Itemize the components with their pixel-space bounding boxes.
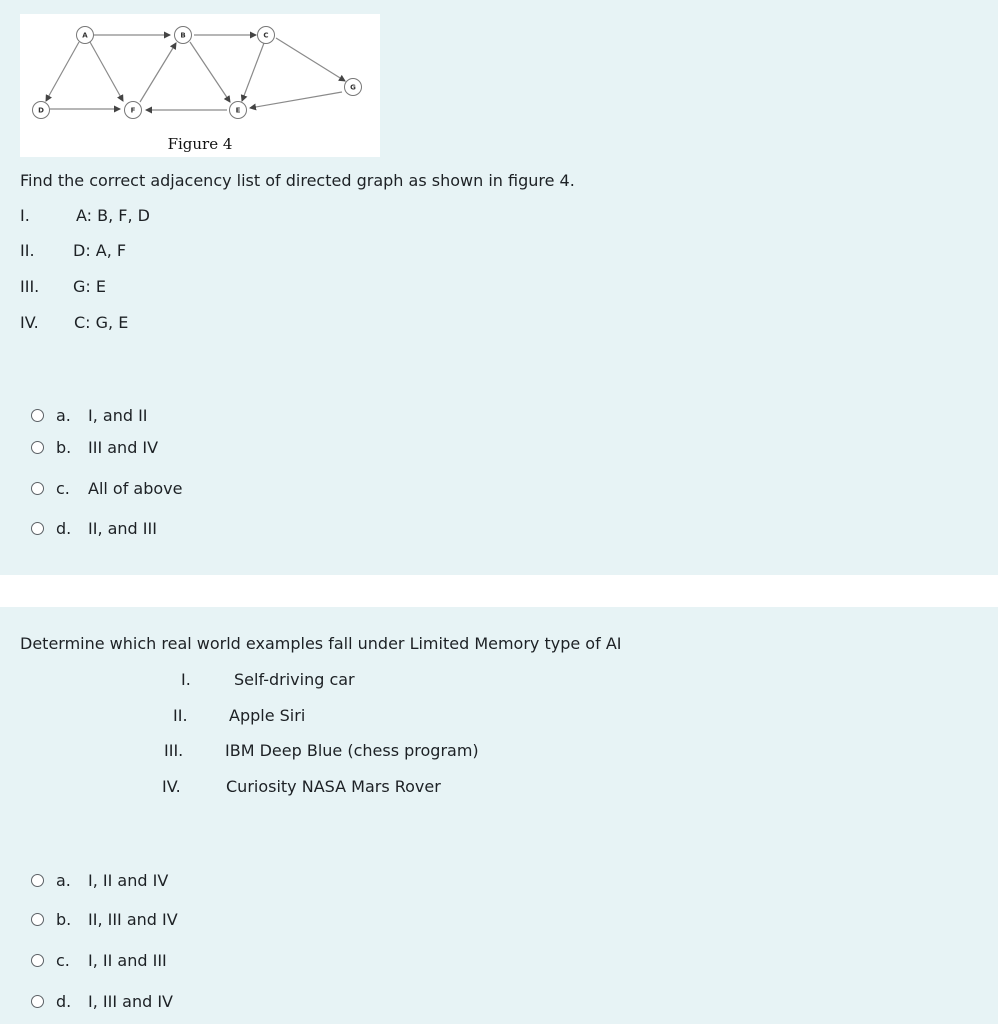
option-label[interactable]: I, III and IV	[88, 992, 173, 1011]
radio-button[interactable]	[31, 954, 44, 967]
statement-text: C: G, E	[74, 313, 129, 332]
statement-text: Self-driving car	[234, 670, 355, 689]
statement-numeral: IV.	[162, 777, 181, 796]
option-label[interactable]: II, III and IV	[88, 910, 178, 929]
radio-button[interactable]	[31, 482, 44, 495]
statement-text: D: A, F	[73, 241, 127, 260]
statement-text: A: B, F, D	[76, 206, 150, 225]
option-label[interactable]: I, and II	[88, 406, 148, 425]
statement-numeral: II.	[173, 706, 188, 725]
option-letter: d.	[56, 519, 72, 538]
statement-text: Curiosity NASA Mars Rover	[226, 777, 441, 796]
node-f-label: F	[130, 106, 136, 115]
edge-a-f	[90, 42, 123, 101]
edge-a-d	[46, 42, 79, 101]
edge-g-e	[250, 92, 342, 108]
option-letter: c.	[56, 951, 70, 970]
node-e-label: E	[235, 106, 241, 115]
edge-b-e	[190, 42, 230, 102]
radio-button[interactable]	[31, 522, 44, 535]
option-label[interactable]: III and IV	[88, 438, 159, 457]
option-letter: c.	[56, 479, 70, 498]
radio-button[interactable]	[31, 913, 44, 926]
statement-numeral: II.	[20, 241, 35, 260]
option-letter: a.	[56, 406, 71, 425]
node-c-label: C	[263, 31, 269, 40]
statement-numeral: IV.	[20, 313, 39, 332]
option-label[interactable]: II, and III	[88, 519, 157, 538]
question-2-panel	[0, 607, 998, 1024]
radio-button[interactable]	[31, 409, 44, 422]
option-label[interactable]: All of above	[88, 479, 183, 498]
radio-button[interactable]	[31, 441, 44, 454]
option-letter: b.	[56, 438, 72, 457]
question-1-prompt: Find the correct adjacency list of directed graph as shown in figure 4.	[20, 171, 575, 190]
question-2-prompt: Determine which real world examples fall under Limited Memory type of AI	[20, 634, 622, 653]
edge-c-e	[242, 43, 264, 101]
statement-numeral: III.	[20, 277, 40, 296]
node-g-label: G	[350, 83, 356, 92]
radio-button[interactable]	[31, 874, 44, 887]
statement-text: Apple Siri	[229, 706, 306, 725]
node-d-label: D	[38, 106, 44, 115]
statement-text: G: E	[73, 277, 106, 296]
figure-caption: Figure 4	[167, 135, 233, 153]
node-a-label: A	[82, 31, 88, 40]
option-letter: d.	[56, 992, 72, 1011]
statement-numeral: I.	[20, 206, 30, 225]
edge-c-g	[276, 38, 345, 81]
figure-4-graph	[20, 14, 380, 157]
option-label[interactable]: I, II and III	[88, 951, 167, 970]
node-b-label: B	[180, 31, 186, 40]
option-letter: b.	[56, 910, 72, 929]
option-label[interactable]: I, II and IV	[88, 871, 169, 890]
option-letter: a.	[56, 871, 71, 890]
statement-text: IBM Deep Blue (chess program)	[225, 741, 479, 760]
radio-button[interactable]	[31, 995, 44, 1008]
statement-numeral: I.	[181, 670, 191, 689]
statement-numeral: III.	[164, 741, 184, 760]
edge-f-b	[140, 43, 176, 102]
